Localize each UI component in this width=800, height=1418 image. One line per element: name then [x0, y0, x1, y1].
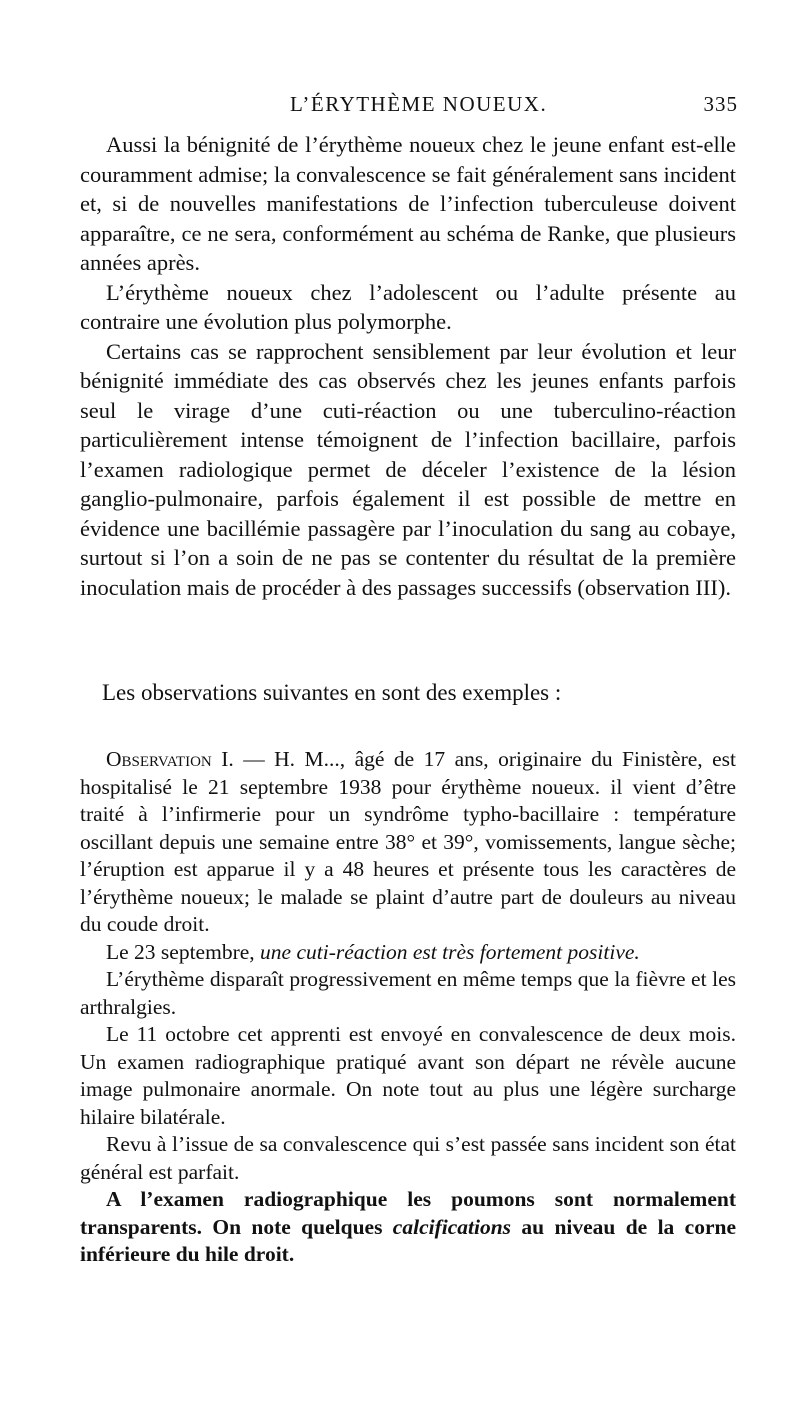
observation-label: Observation [106, 747, 212, 771]
observation-block [80, 746, 736, 1269]
observation-paragraph: Le 11 octobre cet apprenti est envoyé en convalescence de deux mois. Un examen radiographique pratiqué avant son départ ne révèle aucune image pulmonaire anormale. On note tout au plus une légère surcharge hilaire bilatérale. [80, 1022, 736, 1129]
emphasis-text: une cuti-réaction est très fortement positive. [260, 939, 640, 964]
observation-paragraph [80, 1186, 736, 1269]
observation-text: au niveau de la corne inférieure du hile droit. [80, 1214, 736, 1266]
running-title: L’ÉRYTHÈME NOUEUX. [290, 92, 548, 116]
page-header [0, 92, 800, 122]
body-text [80, 130, 736, 602]
observation-text: Le 23 septembre, [106, 939, 261, 964]
observation-paragraph [80, 746, 736, 939]
lead-in-text: Les observations suivantes en sont des exemples : [102, 680, 562, 705]
observation-text: I. — H. M..., âgé de 17 ans, originaire du Finistère, est hospitalisé le 21 septembre 1938 pour érythème noueux. il vient d’être traité à l’infirmerie pour un syndrôme typho-bacillaire : température oscillant depuis une semaine entre 38° et 39°, vomissements, langue sèche; l’éruption est apparue il y a 48 heures et présente tous les caractères de l’érythème noueux; le malade se plaint d’autre part de douleurs au niveau du coude droit. [80, 747, 737, 936]
observation-paragraph [80, 939, 736, 967]
observation-text: A l’examen radiographique les poumons sont normalement transparents. On note quelques [80, 1187, 736, 1239]
lead-in [80, 678, 736, 708]
page-number: 335 [703, 92, 738, 116]
observation-paragraph: Revu à l’issue de sa convalescence qui s’est passée sans incident son état général est parfait. [80, 1132, 736, 1184]
paragraph: Certains cas se rapprochent sensiblement par leur évolution et leur bénignité immédiate des cas observés chez les jeunes enfants parfois seul le virage d’une cuti-réaction ou une tuberculino-réaction particulièrement intense témoignent de l’infection bacillaire, parfois l’examen radiologique permet de déceler l’existence de la lésion ganglio-pulmonaire, parfois également il est possible de mettre en évidence une bacillémie passagère par l’inoculation du sang au cobaye, surtout si l’on a soin de ne pas se contenter du résultat de la première inoculation mais de procéder à des passages successifs (observation III). [80, 338, 736, 600]
paragraph: L’érythème noueux chez l’adolescent ou l’adulte présente au contraire une évolution plus polymorphe. [80, 279, 736, 334]
emphasis-text: calcifications [392, 1214, 512, 1239]
observation-paragraph: L’érythème disparaît progressivement en même temps que la fièvre et les arthralgies. [80, 967, 736, 1019]
paragraph: Aussi la bénignité de l’érythème noueux chez le jeune enfant est-elle couramment admise; la convalescence se fait généralement sans incident et, si de nouvelles manifestations de l’infection tuberculeuse doivent apparaître, ce ne sera, conformément au schéma de Ranke, que plusieurs années après. [80, 132, 736, 275]
